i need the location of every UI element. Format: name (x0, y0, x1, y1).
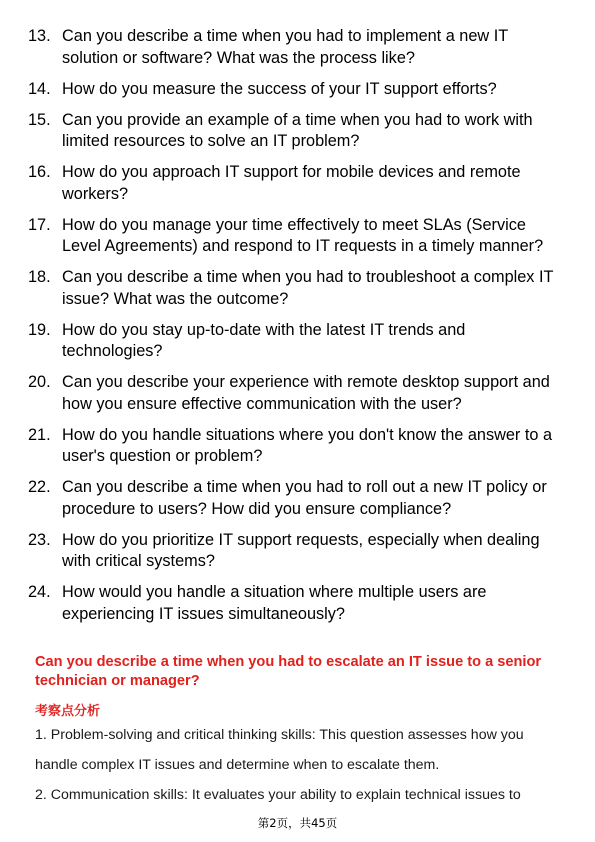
question-text: How do you approach IT support for mobile devices and remote workers? (62, 163, 521, 203)
question-item (28, 110, 568, 153)
question-item (28, 267, 568, 310)
question-number: 15. (28, 110, 51, 129)
question-number: 20. (28, 373, 51, 391)
question-number: 14. (28, 79, 51, 98)
question-number: 18. (28, 268, 51, 286)
analysis-paragraph: 2. Communication skills: It evaluates your ability to explain technical issues to (35, 787, 521, 803)
question-text: How do you handle situations where you don't know the answer to a user's question or problem? (62, 425, 553, 465)
highlighted-question: Can you describe a time when you had to escalate an IT issue to a senior technician or manager? (35, 654, 542, 689)
question-text: How do you stay up-to-date with the latest IT trends and technologies? (62, 320, 466, 360)
question-text: Can you describe a time when you had to roll out a new IT policy or procedure to users? How did you ensure compliance? (62, 478, 547, 518)
question-text: How do you measure the success of your IT support efforts? (62, 79, 497, 98)
analysis-paragraph: handle complex IT issues and determine when to escalate them. (35, 757, 440, 773)
page-footer: 第2页，共45页 (257, 816, 338, 830)
question-item (28, 582, 568, 625)
question-number: 21. (28, 425, 51, 444)
question-item (28, 372, 568, 415)
question-text: Can you describe a time when you had to implement a new IT solution or software? What was the process like? (62, 27, 508, 67)
question-number: 19. (28, 320, 51, 339)
question-item (28, 79, 568, 101)
question-number: 16. (28, 163, 51, 181)
question-list (28, 26, 568, 635)
question-number: 24. (28, 583, 51, 601)
question-number: 13. (28, 27, 51, 45)
question-number: 17. (28, 215, 51, 234)
question-item (28, 162, 568, 205)
question-text: How would you handle a situation where multiple users are experiencing IT issues simultaneously? (62, 583, 487, 623)
analysis-paragraph: 1. Problem-solving and critical thinking skills: This question assesses how you (35, 727, 524, 743)
question-item (28, 215, 568, 258)
question-item (28, 530, 568, 573)
question-item (28, 320, 568, 363)
question-text: Can you provide an example of a time when you had to work with limited resources to solve an IT problem? (62, 110, 533, 150)
question-item (28, 26, 568, 69)
question-text: How do you prioritize IT support requests, especially when dealing with critical systems? (62, 530, 540, 570)
question-text: Can you describe a time when you had to troubleshoot a complex IT issue? What was the outcome? (62, 268, 554, 308)
question-text: Can you describe your experience with remote desktop support and how you ensure effective communication with the user? (62, 373, 550, 413)
analysis-heading: 考察点分析 (35, 704, 101, 719)
question-item (28, 477, 568, 520)
question-number: 22. (28, 478, 51, 496)
question-item (28, 425, 568, 468)
question-number: 23. (28, 530, 51, 549)
question-text: How do you manage your time effectively to meet SLAs (Service Level Agreements) and respond to IT requests in a timely manner? (62, 215, 544, 255)
